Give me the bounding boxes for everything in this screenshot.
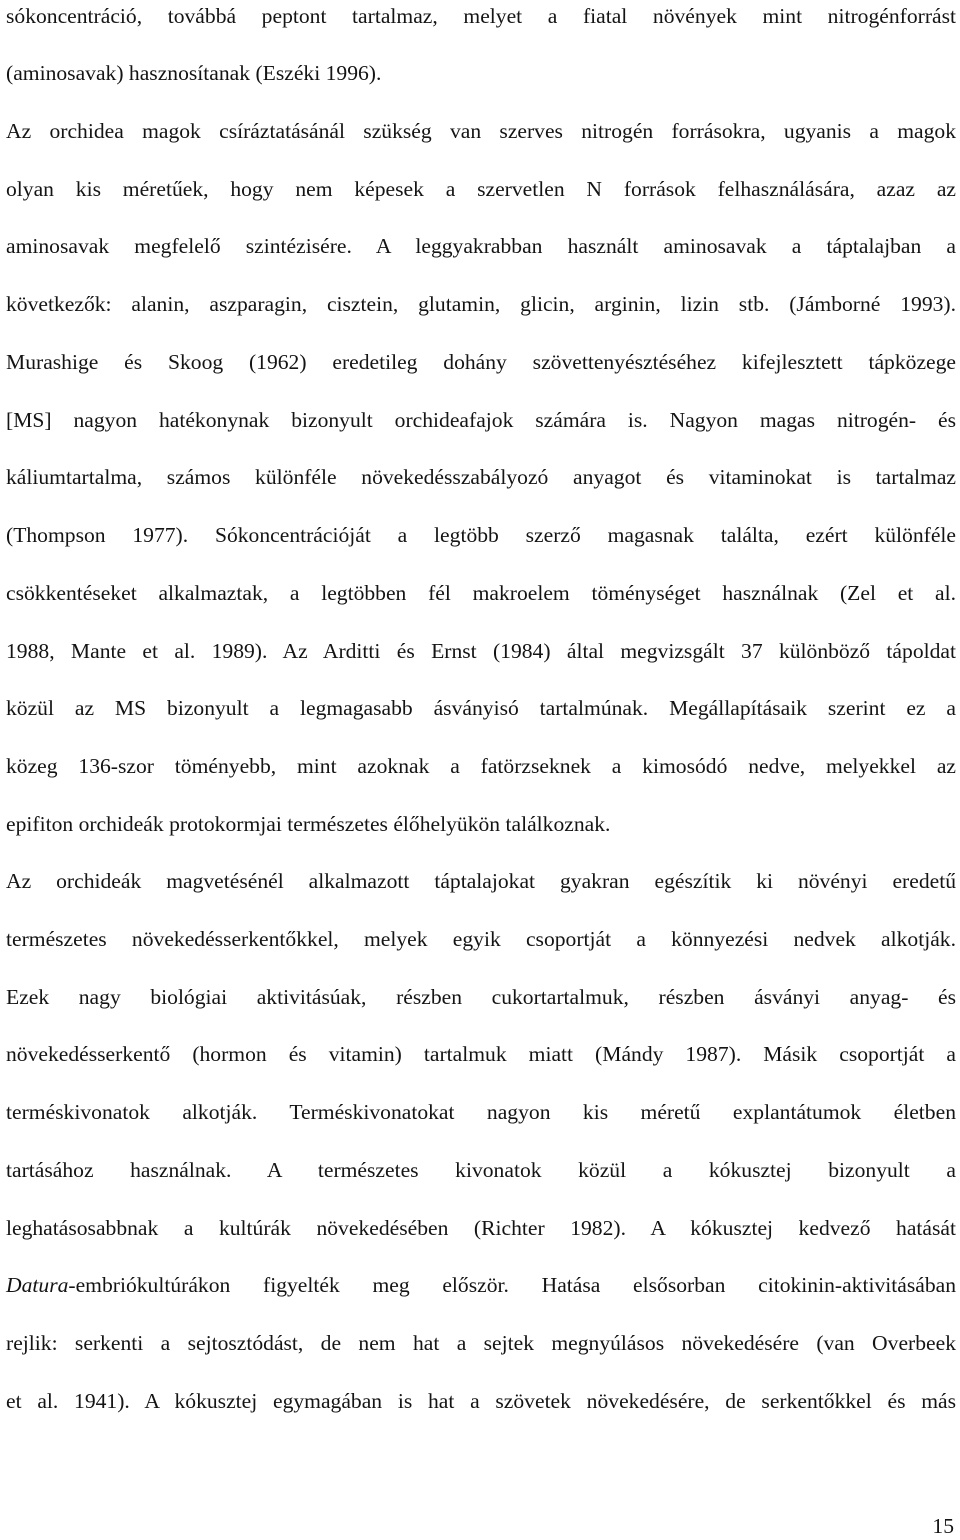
text-line: növekedésserkentő (hormon és vitamin) tartalmuk miatt (Mándy 1987). Másik csoportját a — [6, 1042, 956, 1066]
text-line: tartásához használnak. A természetes kivonatok közül a kókusztej bizonyult a — [6, 1158, 956, 1182]
text-line: közeg 136-szor töményebb, mint azoknak a fatörzseknek a kimosódó nedve, melyekkel az — [6, 754, 956, 778]
text-line: csökkentéseket alkalmaztak, a legtöbben fél makroelem töménységet használnak (Zel et al. — [6, 581, 956, 605]
page-number: 15 — [932, 1514, 954, 1538]
text-line: Murashige és Skoog (1962) eredetileg dohány szövettenyésztéséhez kifejlesztett tápközege — [6, 350, 956, 374]
text-line: (Thompson 1977). Sókoncentrációját a legtöbb szerző magasnak találta, ezért különféle — [6, 523, 956, 547]
text-line: leghatásosabbnak a kultúrák növekedésében (Richter 1982). A kókusztej kedvező hatását — [6, 1216, 956, 1240]
text-line: következők: alanin, aszparagin, cisztein, glutamin, glicin, arginin, lizin stb. (Jámborné 1993). — [6, 292, 956, 316]
italic-term: Datura- — [6, 1273, 76, 1297]
text-line-rest: embriókultúrákon figyelték meg először. Hatása elsősorban citokinin-aktivitásában — [75, 1273, 956, 1297]
text-line: olyan kis méretűek, hogy nem képesek a szervetlen N források felhasználására, azaz az — [6, 177, 956, 201]
text-line: (aminosavak) hasznosítanak (Eszéki 1996). — [6, 61, 382, 85]
text-line: epifiton orchideák protokormjai természetes élőhelyükön találkoznak. — [6, 812, 611, 836]
text-line: természetes növekedésserkentőkkel, melyek egyik csoportját a könnyezési nedvek alkotják. — [6, 927, 956, 951]
text-line: aminosavak megfelelő szintézisére. A leggyakrabban használt aminosavak a táptalajban a — [6, 234, 956, 258]
text-line: Az orchideák magvetésénél alkalmazott táptalajokat gyakran egészítik ki növényi eredetű — [6, 869, 956, 893]
text-line: Az orchidea magok csíráztatásánál szükség van szerves nitrogén forrásokra, ugyanis a magok — [6, 119, 956, 143]
text-line: káliumtartalma, számos különféle növekedésszabályozó anyagot és vitaminokat is tartalmaz — [6, 465, 956, 489]
text-line: et al. 1941). A kókusztej egymagában is hat a szövetek növekedésére, de serkentőkkel és más — [6, 1389, 956, 1413]
text-line: közül az MS bizonyult a legmagasabb ásványisó tartalmúnak. Megállapításaik szerint ez a — [6, 696, 956, 720]
text-line: Ezek nagy biológiai aktivitásúak, részben cukortartalmuk, részben ásványi anyag- és — [6, 985, 956, 1009]
text-line: 1988, Mante et al. 1989). Az Arditti és Ernst (1984) által megvizsgált 37 különböző tápoldat — [6, 639, 956, 663]
text-line: terméskivonatok alkotják. Terméskivonatokat nagyon kis méretű explantátumok életben — [6, 1100, 956, 1124]
text-line-datura — [6, 1270, 956, 1300]
text-line: sókoncentráció, továbbá peptont tartalmaz, melyet a fiatal növények mint nitrogénforrást — [6, 4, 956, 28]
text-line: rejlik: serkenti a sejtosztódást, de nem hat a sejtek megnyúlásos növekedésére (van Overbeek — [6, 1331, 956, 1355]
text-line: [MS] nagyon hatékonynak bizonyult orchideafajok számára is. Nagyon magas nitrogén- és — [6, 408, 956, 432]
